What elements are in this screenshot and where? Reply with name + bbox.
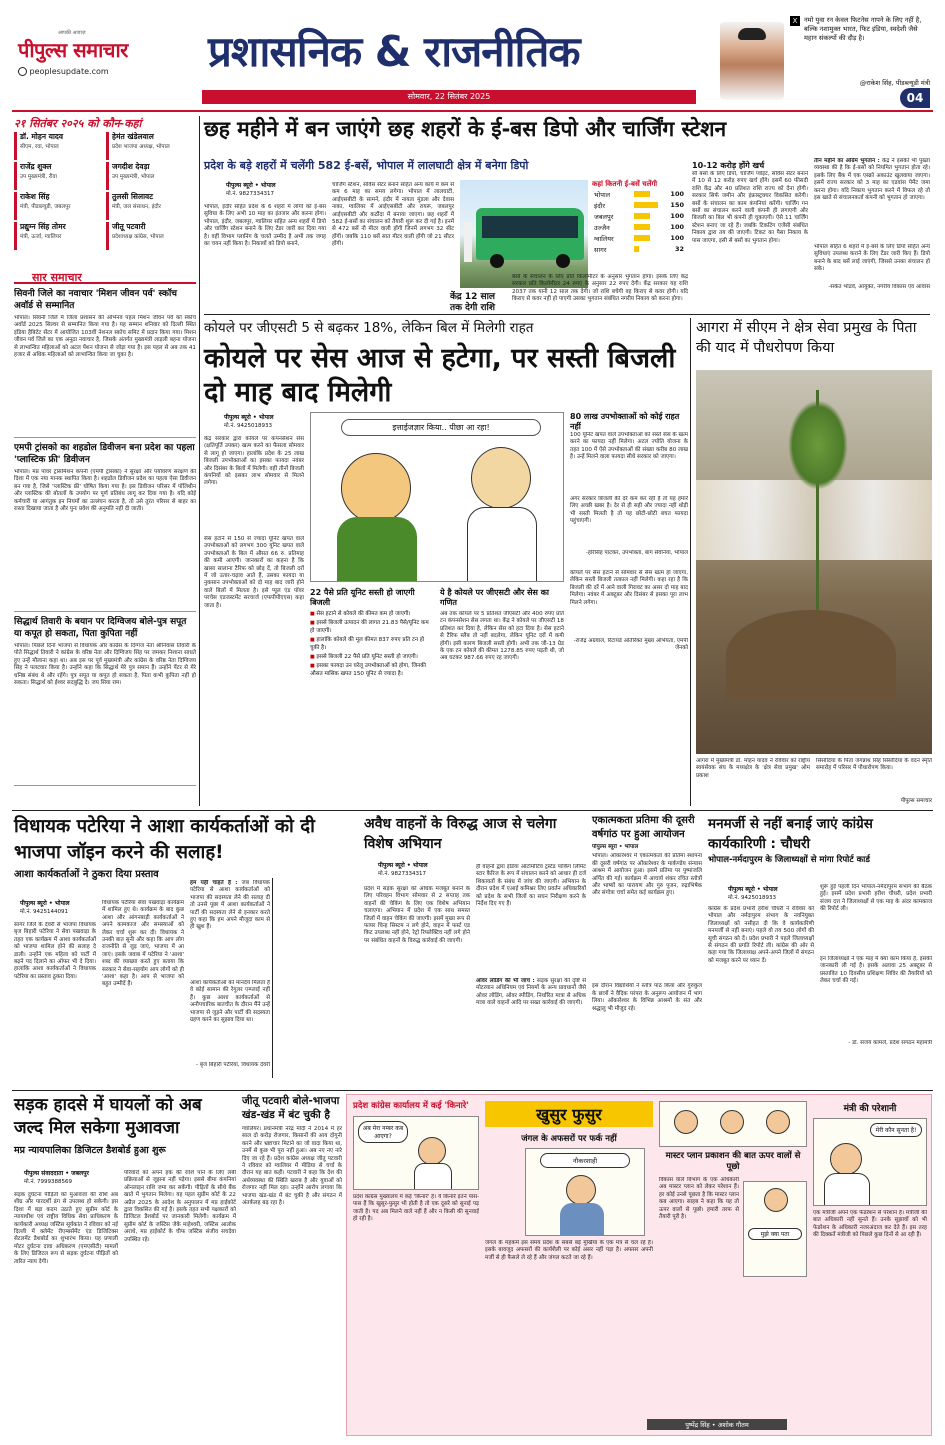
section-title: प्रशासनिक & राजनीतिक bbox=[208, 27, 580, 76]
coal-box1-item: ■ इससे बिजली 22 पैसे प्रति यूनिट सस्ती हो जाएगी। bbox=[310, 654, 432, 661]
asha-body: सागर जिले के देवरी से भाजपा विधायक बृज बिहारी पटेरिया ने सेवा पखवाड़ा के तहत एक कार्यक्रम में आशा कार्यकर्ताओं को भाजपा शामिल होने की सलाह दे डाली। उन्होंने एक महिला को पार्टी में बढ़ने पद दिलाने का ऑफर भी दे दिया। हालांकि आशा कार्यकर्ताओं ने विधायक पटेरिया का प्रस्ताव ठुकरा दिया। bbox=[14, 922, 96, 980]
vehicles-story bbox=[364, 814, 586, 1084]
page-number: 04 bbox=[900, 88, 930, 108]
agra-photo bbox=[696, 370, 932, 754]
c3-block bbox=[659, 1101, 807, 1327]
vehicles-body2: ही वाहनों द्वारा इंडिया ऑटोमोटिव ट्रस्टेड पार्किंग लिमिट स्टार कैरिज के रूप में संचालन करने को आधार ही दर्ज शिकायतों के संबंध में जांच की जाएगी। अभियान के दौरान प्रदेश में एआई कमिश्नर लिए प्रवर्तन अधिकारियों को प्रदेश के सभी जिलों का सघन निरीक्षण करने के निर्देश दिए गए हैं। bbox=[476, 864, 586, 908]
congress-body2: शुरू हुई पहली दिन भोपाल-नर्मदापुरम संभाग की बैठक हुई। इसमें प्रदेश प्रभारी हरीश चौधरी, प्रदेश प्रभारी संजय दत्त ने जिलाध्यक्षों से एक माह के अंदर कामकाज की रिपोर्ट ली। bbox=[820, 884, 932, 913]
khusur-title: खुसुर फुसुर bbox=[485, 1101, 653, 1127]
asha-quote-author: - बृज बिहारी पटेरिया, विधायक देवरी bbox=[195, 1062, 270, 1068]
ebus-side bbox=[692, 160, 808, 311]
date-text: सोमवार, 22 सितंबर 2025 bbox=[407, 92, 491, 101]
ebus-bar-cell bbox=[632, 222, 660, 233]
ebus-city: उज्जैन bbox=[592, 222, 632, 233]
asha-story bbox=[14, 814, 356, 1084]
who-where-name: डॉ. मोहन यादव bbox=[20, 132, 64, 141]
coal-side-body2: कोयले पर सेस हटाने से सोमवार से सेस खत्म हो जाएगा, लेकिन सस्ती बिजली तत्काल नहीं मिलेगी। कहा रहा है कि बिजली की दरें में आने वाली गिरावट का असर दो माह बाद मिलेगा। नवंबर में अक्टूबर और दिसंबर से इसका पूरा लाभ मिलने लगेगा। bbox=[570, 570, 688, 606]
c3-cartoon bbox=[743, 1181, 807, 1277]
ebus-subhead: प्रदेश के बड़े शहरों में चलेंगी 582 ई-बसें, भोपाल में लालघाटी क्षेत्र में बनेगा डिपो bbox=[204, 159, 529, 172]
ebus-bar-cell bbox=[632, 200, 660, 211]
ebus-city: भोपाल bbox=[592, 189, 632, 200]
ekatma-body: भोपाल। ओंकारेश्वर में एकात्मकता की प्रतिमा स्थापना की दूसरी वर्षगांठ पर ओंकारेश्वर के मार्कण्डेय संन्यास आश्रम में आयोजन हुआ। इसमें प्रतिमा पर पुष्पांजलि अर्पित की गई। कार्यक्रम में आचार्य शंकर रचित स्तोत्रों और भाष्यों का पारायण और गुरु पूजन, रुद्राभिषेक और संगोत्रा चर्चा समेत कई कार्यक्रम हुए। bbox=[592, 853, 702, 897]
saar-title: सार समाचार bbox=[14, 266, 196, 284]
asha-subhead: आशा कार्यकर्ताओं ने ठुकरा दिया प्रस्ताव bbox=[14, 869, 159, 880]
c2-body: जंगल के महकमे इस समय प्रदेश के सबसे बड़े मुखिया के एक मंत्र से चल रहे हैं। इसके बावजूद अफसरों की कार्यशैली पर कोई असर नहीं पड़ा है। अफसर अपनी मर्जी से ही फैसले ले रहे हैं और जंगल कटते जा रहे हैं। bbox=[485, 1240, 653, 1261]
c4-title: मंत्री की परेशानी bbox=[843, 1104, 897, 1114]
who-where-name: राकेश सिंह bbox=[20, 192, 50, 201]
coal-side-quote: अगर सरकार बिजली की दरें कम कर रही है तो यह हमारे लिए अच्छी खबर है। देर से ही सही और ज्यादा नहीं थोड़ी भी सस्ती मिलती है तो यह छोटी-छोटी बचत फायदा पहुंचाएगी। bbox=[570, 496, 688, 525]
ebus-table-row bbox=[592, 244, 686, 255]
date-bar bbox=[202, 90, 696, 104]
saar-item bbox=[14, 288, 196, 438]
masthead bbox=[0, 0, 945, 112]
accident-byline: पीपुल्स संवाददाता • जबलपुर मो.नं. 7999388569 bbox=[24, 1170, 89, 1185]
c3-cartoon-top bbox=[659, 1101, 807, 1147]
coal-box1-list bbox=[310, 611, 432, 678]
brand-tagline: आपकी आवाज़ bbox=[58, 30, 86, 36]
saar-body: भोपाल। मप्र पॉवर ट्रांसमिशन कंपनी (एमपी ट्रांसको) ने सुरक्षा और पर्यावरण संरक्षण की दिशा में एक नया मानक स्थापित किया है। शहडोल डिवीजन प्रदेश का पहला ऐसा डिवीजन बन गया है, जिसे 'प्लास्टिक फ्री' घोषित किया गया है। इस डिवीजन परिसर में पॉलिथीन और प्लास्टिक की बोतलों के उपयोग पर पूर्ण प्रतिबंध लागू कर दिया गया है। यदि कोई कर्मचारी या आगंतुक इन नियमों का उल्लंघन करता है, तो उसे तुरंत परिसर से बाहर का रास्ता दिखाया जाता है और पुनः प्रवेश की अनुमति नहीं दी जाती। bbox=[14, 469, 196, 513]
saar-headline: सिद्धार्थ तिवारी के बयान पर दिग्विजय बोले-पुत्र सपूत या कपूत हो सकता, पिता कुपिता नहीं bbox=[14, 617, 187, 639]
coal-byline: पीपुल्स ब्यूरो • भोपाल मो.नं. 9425018933 bbox=[224, 414, 274, 429]
saar-headline: एमपी ट्रांसको का शहडोल डिवीजन बना प्रदेश का पहला 'प्लास्टिक फ्री' डिवीजन bbox=[14, 443, 195, 465]
coal-side bbox=[570, 412, 688, 660]
vehicles-sub: ओवर लोडिंग की भी जांच : सड़क सुरक्षा की दृष्टि से मोटरयान अधिनियम एवं नियमों के अन्य प्रावधानों जैसे ओवर लोडिंग, ओवर स्पीडिंग, निर्धारित मात्रा से अधिक मात्रा वाले वाहनों आदि पर सख्त कार्रवाई की जाएगी। bbox=[476, 978, 586, 1007]
jitu-story bbox=[242, 1094, 342, 1424]
c1-title: प्रदेश कांग्रेस कार्यालय में कई 'किनारे' bbox=[353, 1101, 469, 1111]
ebus-col2: चार्जिंग स्टेशन, सर्विस सेंटर बनाने सहित अन्य कार्य में कम से कम 6 माह का समय लगेगा। भोपाल में लालघाटी, आईएसबीटी के सामने, इंदौर में नायता मुंडला और देवास नाका, ग्वालियर में आईएसबीटी और रायरू, जबलपुर आईएसबीटी और कठौंदा में बनाया जाएगा। छह शहरों में 582 ई-बसों का संचालन को तैयारी शुरू कर दी गई है। इनमें से 472 बसें नौ मीटर वाली होंगी जिनमें लगभग 32 सीट होंगी। जबकि 110 बसें सात मीटर वाली होंगी जो 21 सीटर होंगी। bbox=[332, 182, 454, 248]
who-where-name: तुलसी सिलावट bbox=[112, 192, 153, 201]
ebus-col3: बसों के संचालन के लिए प्रति किलोमीटर के अनुसार भुगतान होगा। इसके लिए केंद्र सरकार प्रति किलोमीटर 24 रुपए के अनुसार 22 रुपए देगी। केंद्र सरकार यह राशि 2037 तक यानी 12 साल तक देगी। जो राशि बचेगी वह किराए से कवर होगी। यदि किराए से कवर नहीं हो पाएगी उसका भुगतान संबंधित नगरीय निकाय को करना होगा। bbox=[512, 274, 688, 303]
ebus-bar-cell bbox=[632, 233, 660, 244]
minister-photo bbox=[720, 22, 784, 100]
agra-story bbox=[696, 318, 932, 806]
quote-text: नमो युवा रन केवल फिटनेस नापने के लिए नहीं है, बल्कि नशामुक्त भारत, फिट इंडिया, स्वदेशी जैसे महान संकल्पों की दौड़ है। bbox=[804, 16, 922, 42]
c4-block bbox=[813, 1101, 927, 1420]
c4-bubble: मेरी कौन सुनता है! bbox=[870, 1123, 922, 1137]
coal-headline: कोयले पर सेस आज से हटेगा, पर सस्ती बिजली दो माह बाद मिलेगी bbox=[204, 343, 676, 408]
accident-subhead: मप्र न्यायपालिका डिजिटल डैशबोर्ड हुआ शुरू bbox=[14, 1145, 166, 1156]
agra-headline: आगरा में सीएम ने क्षेत्र सेवा प्रमुख के पिता की याद में पौधरोपण किया bbox=[696, 320, 917, 356]
c1-bubble: अब मेरा नम्बर कब आएगा? bbox=[358, 1121, 408, 1143]
congress-byline: पीपुल्स ब्यूरो • भोपाल मो.नं. 9425018933 bbox=[728, 886, 778, 901]
ebus-bar bbox=[634, 202, 658, 208]
coal-story bbox=[204, 318, 688, 808]
ebus-story bbox=[204, 116, 930, 312]
ebus-last-body: तीन महीने का अग्रिम भुगतान : केंद्र ने इसकी भी पुख्ता व्यवस्था की है कि ई-बसों को नियमित भुगतान होता रहे। इसके लिए बैंक में एक एस्क्रो अकाउंट खुलवाया जाएगा। इसमें राज्य सरकार को 3 माह का एडवांस पेमेंट जमा करना होगा। यदि निकाय भुगतान करने में विफल रहे तो इस खाते से संचालनकर्ता कंपनी को भुगतान हो जाएगा। bbox=[814, 158, 930, 202]
ebus-bar-cell bbox=[632, 244, 660, 255]
ebus-last bbox=[814, 158, 930, 300]
ebus-photo bbox=[460, 180, 588, 288]
asha-byline: पीपुल्स ब्यूरो • भोपाल मो.नं. 9425144091 bbox=[20, 900, 70, 915]
accident-headline: सड़क हादसे में घायलों को अब जल्द मिल सकेगा मुआवजा bbox=[14, 1095, 202, 1138]
c4-body: एक मंत्रीजी अपने एक फेडरेशन से परेशान हैं। मंत्रीजी की बात अधिकारी नहीं सुनते हैं। उनके सुझावों को भी फेडरेशन के अधिकारी नजरअंदाज कर देते हैं। इस तरह की दिक्कतें मंत्रीजी को पिछले कुछ दिनों से आ रही हैं। bbox=[813, 1210, 927, 1239]
accident-body2: परिवारों को अपने हक की राशि पाने के लिए लंबी प्रक्रियाओं से जूझना नहीं पड़ेगा। इससे बीमा कंपनियां ऑनलाइन राशि जमा कर सकेंगी। पीड़ितों के सीधे बैंक खाते में भुगतान मिलेगा। यह पहल सुप्रीम कोर्ट के 22 अप्रैल 2025 के आदेश के अनुपालन में मप्र हाईकोर्ट द्वारा विकसित की गई है। इसके तहत सभी पक्षकारों को डिजिटल डैशबोर्ड पर जानकारी मिलेगी। कार्यक्रम में सुप्रीम कोर्ट के जस्टिस जेके माहेश्वरी, जस्टिस आलोक अराधे, मप्र हाईकोर्ट के चीफ जस्टिस संजीव सचदेवा उपस्थित रहे। bbox=[124, 1170, 236, 1243]
globe-icon bbox=[18, 67, 27, 76]
ebus-headline: छह महीने में बन जाएंगे छह शहरों के ई-बस डिपो और चार्जिंग स्टेशन bbox=[204, 117, 727, 141]
quote-box bbox=[720, 14, 930, 106]
depot-note: केंद्र 12 साल तक देगी राशि bbox=[450, 292, 495, 313]
accident-story bbox=[14, 1094, 236, 1424]
c1-cartoon bbox=[353, 1116, 479, 1190]
coal-box1-item: ■ इसका फायदा उन घरेलू उपभोक्ताओं को होगा, जिनकी औसत मासिक खपत 150 यूनिट से ज्यादा है। bbox=[310, 663, 432, 678]
who-where-item bbox=[106, 162, 196, 190]
who-where-place: प्रदेशाध्यक्ष कांग्रेस, भोपाल bbox=[112, 234, 164, 240]
ebus-side-title: 10-12 करोड़ होंगे खर्च bbox=[692, 161, 765, 170]
ebus-table bbox=[592, 180, 686, 255]
vehicles-byline: पीपुल्स ब्यूरो • भोपाल मो.नं. 9827334317 bbox=[378, 862, 428, 877]
ebus-count: 100 bbox=[660, 233, 686, 244]
ebus-byline: पीपुल्स ब्यूरो • भोपाल मो.नं. 9827334317 bbox=[226, 182, 276, 197]
who-where-place: उप मुख्यमंत्री, भोपाल bbox=[112, 174, 155, 180]
who-where-item bbox=[106, 222, 196, 250]
who-where-place: सीएम, रवा, भोपाल bbox=[20, 144, 59, 150]
saar-body: भोपाल। सिवनी जिले में जिला प्रशासन की अभिनव पहल मिशन जीवन पर्व को स्कॉच अवॉर्ड 2025 सिल्वर से सम्मानित किया गया है। यह सम्मान शनिवार को दिल्ली स्थित इंडिया हैबिटेट सेंटर में आयोजित 103वीं नेशनल स्कॉच समिट में प्रदान किया गया। मिशन जीवन पर्व जिले का एक अनूठा नवाचार है, जिसके अंतर्गत मुख्यमंत्री लाड़ली बहना योजना से लाभान्वित महिलाओं को अटल पेंशन योजना से जोड़ा गया है। इस पहल से अब तक 41 हजार से अधिक महिलाओं को लाभान्वित किया जा चुका है। bbox=[14, 315, 196, 359]
ebus-table-row bbox=[592, 189, 686, 200]
ebus-bar bbox=[634, 224, 650, 230]
brand-name: पीपुल्स समाचार bbox=[18, 38, 128, 62]
vehicles-headline: अवैध वाहनों के विरुद्ध आज से चलेगा विशेष अभियान bbox=[364, 816, 557, 852]
asha-quote: आशा कार्यकर्ताओं को मानदेय मिलता है वे कोई सामान की रेगुलर एम्प्लाई नहीं हैं। कुछ आशा कार्यकर्ताओं से अनौपचारिक बातचीत के दौरान मैंने उन्हें भाजपा से जुड़ने और पार्टी की सदस्यता ग्रहण करने का सुझाव दिया था। bbox=[190, 980, 270, 1024]
brand-website[interactable]: peoplesupdate.com bbox=[29, 67, 109, 76]
coal-box2-body: अब तक कोयले पर 5 प्रतिशत जीएसटी और 400 रुपए प्रति टन कंपनसेशन सेस लगता था। केंद्र ने कोयले पर जीएसटी 18 प्रतिशत कर दिया है, लेकिन सेस को हटा दिया है। सेस हटाने से टैरिफ स्लैब तो नहीं बदलेगा, लेकिन यूनिट दरों में कमी होगी। इसी कारण बिजली सस्ती होगी। अभी तक जी-13 ग्रेड के एक टन कोयले की कीमत 1278.85 रुपए पड़ती थी, जो अब घटकर 987.66 रुपए रह जाएगी। bbox=[440, 611, 564, 662]
ebus-city: ग्वालियर bbox=[592, 233, 632, 244]
congress-headline: मनमर्जी से नहीं बनाई जाएं कांग्रेस कार्यकारिणी : चौधरी bbox=[708, 816, 873, 852]
coal-box1-item: ■ सेस हटाने से कोयले की कीमत कम हो जाएगी। bbox=[310, 611, 432, 618]
ebus-city: इंदौर bbox=[592, 200, 632, 211]
congress-story bbox=[708, 814, 932, 1084]
ebus-bar bbox=[634, 191, 650, 197]
who-where-name: जगदीश देवड़ा bbox=[112, 162, 150, 171]
coal-side-body: 100 यूनिट खपत वाले उपभोक्ताओं को सस्ते सेस के खत्म करने का फायदा नहीं मिलेगा। अटल ज्योति योजना के तहत 100 में ऐसे उपभोक्ताओं की संख्या करीब 80 लाख है। उन्हें मिलने वाला फायदा सीधे सरकार को जाएगा। bbox=[570, 432, 688, 461]
who-where-place: मंत्री, ऊर्जा, ग्वालियर bbox=[20, 234, 62, 240]
congress-quote-author: - डॉ. संजय कामले, प्रदेश संगठन महामंत्री bbox=[848, 1040, 932, 1046]
coal-side-author2: -राजेंद्र अग्रवाल, रिटायर्ड अतिरिक्त मुख्य अभियंता, एमपी जेनको bbox=[573, 638, 688, 652]
c2-block bbox=[485, 1101, 653, 1430]
saar-body: भोपाल। पिछले दिनों भाजपा से विधायक और कांग्रेस के दिग्गज नेता श्रीनिवास तिवारी के पोते सिद्धार्थ तिवारी ने कांग्रेस के वरिष्ठ नेता और दिग्विजय सिंह पर जमकर निशाना साधते हुए उन्हें मौलाना कहा था। अब इस पर पूर्व मुख्यमंत्री और कांग्रेस के वरिष्ठ नेता दिग्विजय सिंह ने पलटवार किया है। उन्होंने कहा कि सिद्धार्थ मेरे पुत्र समान हैं। उन्होंने पेंटर से मेरे धनिष्ठ संबंध थे और रहेंगे। पुत्र सपूत या कपूत हो सकता है, पिता कभी कुपिता नहीं हो सकता। सिद्धार्थ को ईश्वर सदबुद्धि दे। जय सिया राम। bbox=[14, 643, 196, 687]
coal-side-quote-author: -हरिसिंह पाटकर, उपभोक्ता, बाग सेवनिया, भोपाल bbox=[585, 550, 688, 556]
ebus-count: 100 bbox=[660, 222, 686, 233]
who-where-item bbox=[14, 192, 104, 220]
ebus-quote-author: -संकेत भोंडवे, आयुक्त, नगरीय विकास एवं आवास bbox=[828, 284, 930, 290]
who-where-item bbox=[106, 192, 196, 220]
coal-box2-title: ये है कोयले पर जीएसटी और सेस का गणित bbox=[440, 588, 549, 607]
c2-cartoon bbox=[525, 1148, 645, 1236]
ebus-bar bbox=[634, 235, 650, 241]
c1-block bbox=[353, 1101, 479, 1344]
coal-body1: केंद्र सरकार द्वारा कोयले पर कंपनसेशन सेस (क्षतिपूर्ति उपकर) खत्म करने का फैसला सोमवार से लागू हो जाएगा। हालांकि प्रदेश के 25 लाख बिजली उपभोक्ताओं का इसका फायदा नवंबर और दिसंबर के बिलों में मिलेगी। वहीं तीनों बिजली कंपनियों को इसका लाभ सोमवार से मिलने लगेगा। bbox=[204, 436, 304, 487]
ebus-table-row bbox=[592, 200, 686, 211]
c3-title: मास्टर प्लान प्रकाशन की बात ऊपर वालों से पूछो bbox=[665, 1151, 801, 1172]
ekatma-story bbox=[592, 814, 702, 1084]
who-where-name: हेमंत खंडेलवाल bbox=[112, 132, 154, 141]
who-where-item bbox=[14, 132, 104, 160]
sidebar bbox=[14, 116, 196, 806]
who-where-title: २१ सितंबर २०२५ को कौन-कहां bbox=[14, 117, 142, 130]
ebus-bar-cell bbox=[632, 189, 660, 200]
ebus-bar bbox=[634, 246, 639, 252]
coal-cartoon-caption: इत्ताईजज्ञार किया.. पीछा आ रहा! bbox=[341, 419, 541, 436]
x-icon: X bbox=[790, 16, 800, 26]
who-where-name: प्रद्युम्न सिंह तोमर bbox=[20, 222, 66, 231]
cartoon-credit: पुष्पेंद्र सिंह • अशोक गौतम bbox=[647, 1419, 787, 1430]
ebus-table-row bbox=[592, 222, 686, 233]
brand-website-row bbox=[18, 67, 193, 76]
saar-headline: सिवनी जिले का नवाचार 'मिशन जीवन पर्व' स्कॉच अवॉर्ड से सम्मानित bbox=[14, 289, 178, 311]
coal-box1 bbox=[310, 588, 432, 680]
jitu-headline: जीतू पटवारी बोले-भाजपा खंड-खंड में बंट चुकी है bbox=[242, 1095, 340, 1121]
c3-bubble: मुझे क्या पता bbox=[748, 1228, 802, 1240]
saar-item bbox=[14, 616, 196, 786]
agra-caption2: सिसोदिया के पिता जगन्नाथ सिंह सिसोदिया के वंदन स्मृति समारोह में परिसर में पौधारोपण किया। bbox=[816, 758, 932, 772]
coal-cartoon bbox=[310, 412, 564, 582]
asha-body3: हम यही चाहते हैं : जब विधायक पटेरिया से आशा कार्यकर्ताओं को भाजपा की सदस्यता लेने की सलाह दी तो उनसे पूछा में आशा कार्यकर्ताओं ने पार्टी की सदस्यता लेने से इनकार करते हुए कहा कि हम अपने मौजूदा काम से ही खुश हैं। bbox=[190, 880, 270, 931]
agra-credit: पीपुल्स समाचार bbox=[900, 798, 932, 804]
congress-body: कांग्रेस के प्रदेश प्रभारी हरीश चौधरी ने रविवार को भोपाल और नर्मदापुरम संभाग के नवनियुक्त जिलाध्यक्षों को नसीहत दी कि वे कार्यकारिणी मनमर्जी से नहीं बनाएं। पहले वो तय 500 लोगों की सूची संगठन को दें। प्रदेश प्रभारी ने पहले जिलाध्यक्षों से संगठन की प्रगति रिपोर्ट ली। कांग्रेस की ओर से कहा गया कि जिलाध्यक्ष अपने-अपने जिलों में संगठन को मजबूत करने पर ध्यान दें। bbox=[708, 906, 814, 964]
ebus-bar-cell bbox=[632, 211, 660, 222]
ebus-side-body: सौ बसों के लिए डिपो, चार्जिंग प्वॉइंट, सर्विस सेंटर बनाने में 10 से 12 करोड़ रुपए खर्च होंगे। इसमें 60 फीसदी राशि केंद्र और 40 प्रतिशत राशि राज्य को देना होगी। सरकार सिर्फ जमीन और इंफ्रास्ट्रक्चर विकसित करेगी। बसों के संचालन का काम कंपनियां करेंगी। चार्जिंग गन बसों का संचालन करने वाली कंपनी ही लगाएगी और बिजली का बिल भी कंपनी ही चुकाएगी। ऐसे 11 चार्जिंग स्टेशन बनाए जा रहे हैं। जबकि टिकटिंग एजेंसी संबंधित निकाय द्वारा तय की जाएगी। टिकट का पैसा निकाय के पास जाएगा, इसी से बसों का भुगतान होगा। bbox=[692, 171, 808, 244]
accident-body: सड़क दुर्घटना पीड़ितों को मुआवजा की राशि अब शीघ्र और पारदर्शी ढंग से उपलब्ध हो सकेगी। इस दिशा में बड़ा कदम उठाते हुए सुप्रीम कोर्ट के न्यायाधीश एवं राष्ट्रीय विधिक सेवा प्राधिकरण के कार्यकारी अध्यक्ष जस्टिस सूर्यकांत ने रविवार को नई दिल्ली में क्लेमेंट रीएम्बर्समेंट एंड डिजिटिक्स सेटलमेंट डैशबोर्ड का शुभारंभ किया। यह प्रणाली मोटर दुर्घटना दावा अधिकरण (एमएसीटी) मामलों के लिए डिजिटल रूप से सड़क दुर्घटना पीड़ितों को त्वरित न्याय देगी। bbox=[14, 1192, 118, 1265]
ebus-table-row bbox=[592, 233, 686, 244]
who-where-item bbox=[106, 132, 196, 160]
coal-body2: सेस हटाने से 150 से ज्यादा यूनिट खपत वाले उपभोक्ताओं को लगभग 300 यूनिट खपत वाले उपभोक्ताओं के बिल में औसत 66 रु. प्रतिमाह की कमी आएगी। जानकारों का कहना है कि खासा सालाना टैरिफ को छोड़ दें, तो बिजली दरों में जो उतार-चढ़ाव आते हैं, उसका फायदा या नुकसान उपभोक्ताओं को दो माह बाद जारी होने वाले बिलों में मिलता है। इसे प्यूल एंड पॉवर परचेस एडजस्टमेंट सरचार्ज (एफपीपीएएस) कहा जाता है। bbox=[204, 536, 304, 609]
who-where-place: उप मुख्यमंत्री, रीवा bbox=[20, 174, 57, 180]
asha-body2: विधायक पटेरिया सेवा पखवाड़ा कार्यक्रम में शामिल हुए थे। कार्यक्रम के बाद कुछ आशा और आंगनबाड़ी कार्यकर्ताओं ने अपने कामकाज और समस्याओं को लेकर चर्चा शुरू कर दी। विधायक ने उनकी बात सुनी और कहा कि आप लोग राजनीति से जुड़ जाएं, भाजपा में आ जाएं। इसके जवाब में पटेरिया ने 'आशा' शब्द की व्याख्या करते हुए बताया कि सरकार ने सेवा-सहयोग आप लोगों को ही 'आशा' कहा है। आप से भाजपा को बहुत उम्मीदें हैं। bbox=[102, 900, 184, 988]
vehicles-body: प्रदेश में सड़क सुरक्षा को अधिक मजबूत बनाने के लिए परिवहन विभाग सोमवार से 2 सप्ताह तक वाहनों की चेकिंग के लिए एक विशेष अभियान चलाएगा। अभियान में प्रदेश में एक साथ समस्त जिलों में वाहन चेकिंग की जाएगी। इसमें मुख्य रूप से फायर चिन्ह सिस्टम न लगे होने, वाहन में फर्स्ट एड किट उपलब्ध नहीं होने, रेट्रो रिफ्लेक्टिव नहीं लगे होने पर संबंधित वाहनों के विरुद्ध कार्रवाई की जाएगी। bbox=[364, 886, 470, 944]
ekatma-headline: एकात्मकता प्रतिमा की दूसरी वर्षगांठ पर हुआ आयोजन bbox=[592, 815, 695, 840]
jitu-body: ग्वालियर। प्रधानमंत्री नरेंद्र मोदी ने 2014 में हर साल दो करोड़ रोजगार, किसानों की आय दोगुनी करने और भ्रष्टाचार मिटाने का जो वादा किया था, उनमें से कुछ भी पूरा नहीं हुआ। अब नए नए नारे दिए जा रहे हैं। प्रदेश कांग्रेस अध्यक्ष जीतू पटवारी ने रविवार को ग्वालियर में मीडिया से चर्चा के दौरान यह बात कही। पटवारी ने कहा कि देश की अर्थव्यवस्था की स्थिति खराब है और युवाओं को रोजगार नहीं मिल रहा। उन्होंने आरोप लगाया कि भाजपा खंड-खंड में बंट चुकी है और संगठन में अंतर्कलह बढ़ रहा है। bbox=[242, 1126, 342, 1207]
ebus-count: 100 bbox=[660, 211, 686, 222]
ebus-count: 150 bbox=[660, 200, 686, 211]
who-where-item bbox=[14, 162, 104, 190]
c2-bubble: नौकरशाही bbox=[540, 1153, 630, 1168]
ebus-quote: भोपाल सहित 6 शहरों में ई-बसें के लिए डिपो सहित अन्य सुविधाएं उपलब्ध कराने के लिए टेंडर जारी किए हैं। डिपो बनाने के बाद बसें लाई जाएंगी, जिससे उनका संचालन हो सके। bbox=[814, 244, 930, 273]
coal-side-title: 80 लाख उपभोक्ताओं को कोई राहत नहीं bbox=[570, 412, 680, 431]
coal-box2 bbox=[440, 588, 564, 761]
who-where-place: मंत्री, पीडब्ल्यूडी, जबलपुर bbox=[20, 204, 71, 210]
ebus-col1: भोपाल, इंदौर सहित प्रदेश के 6 शहरों में लोगों को ई-बस सुविधा के लिए अभी 10 माह का इंतजार और करना होगा। भोपाल, इंदौर, जबलपुर, ग्वालियर सहित अन्य शहरों में डिपो और चार्जिंग स्टेशन बनाने के लिए टेंडर जारी कर दिया गया है। वहीं विभाग प्लानिंग के चलते उम्मीद है अभी तक जगह का चयन नहीं किया है। निकायों को डिपो बनाने, bbox=[204, 204, 326, 248]
ekatma-body2: इस दौरान विद्यार्थियों ने स्तोत्र पाठ किया और गुरुकुल के छात्रों ने वैदिक परंपरा के अनुरूप आयोजन में भाग लिया। ओंकारेश्वर के विभिन्न आश्रमों के संत और श्रद्धालु भी मौजूद रहे। bbox=[592, 983, 702, 1012]
ebus-count: 32 bbox=[660, 244, 686, 255]
c2-title: जंगल के अफसरों पर फर्क नहीं bbox=[521, 1134, 617, 1144]
congress-subhead: भोपाल-नर्मदापुरम के जिलाध्यक्षों से मांगा रिपोर्ट कार्ड bbox=[708, 855, 870, 865]
agra-caption1: आगरा में मुख्यमंत्री डॉ. मोहन यादव ने रविवार को राष्ट्रीय स्वयंसेवक संघ के मध्यक्षेत्र के 'क्षेत्र सेवा प्रमुख' ओम प्रकाश bbox=[696, 758, 810, 779]
ebus-city: सागर bbox=[592, 244, 632, 255]
ebus-table-row bbox=[592, 211, 686, 222]
ebus-city: जबलपुर bbox=[592, 211, 632, 222]
coal-box1-title: 22 पैसे प्रति यूनिट सस्ती हो जाएगी बिजली bbox=[310, 588, 415, 607]
coal-box1-item: ■ इससे बिजली उत्पादन की लागत 21.83 पैसे/यूनिट कम हो जाएगी। bbox=[310, 620, 432, 635]
saar-item bbox=[14, 442, 196, 612]
who-where-place: मंत्री, जल संसाधन, इंदौर bbox=[112, 204, 161, 210]
ebus-table-title: कहां कितनी ई-बसें चलेंगी bbox=[592, 180, 658, 188]
c1-body: प्रदेश कांग्रेस मुख्यालय में कई 'किनारे' हैं। ये किनारे इतने पास-पास हैं कि खुसुर-फुसुर भी होती है तो एक दूसरे को सुनाई पड़ जाती है। पद अब मिलने वाले नहीं हैं और न किसी की सुनवाई हो रही है। bbox=[353, 1194, 479, 1223]
quote-author: @राकेश सिंह, पीडब्ल्यूडी मंत्री bbox=[859, 79, 930, 87]
who-where-item bbox=[14, 222, 104, 250]
coal-box1-item: ■ हालांकि कोयले की मूल कीमत 837 रुपए प्रति टन हो चुकी है। bbox=[310, 637, 432, 652]
khusur-panel bbox=[346, 1094, 932, 1436]
coal-kicker: कोयले पर जीएसटी 5 से बढ़कर 18%, लेकिन बिल में मिलेगी राहत bbox=[204, 320, 534, 336]
congress-body3: इन जिलाध्यक्षों ने एक माह में क्या काम किया है, इसकी जानकारी ली गई है। इसके अलावा 25 अक्टूबर से प्रस्तावित 10 दिवसीय प्रशिक्षण शिविर की तैयारियों को लेकर चर्चा की गई। bbox=[820, 956, 932, 985]
brand-logo bbox=[18, 30, 193, 76]
c3-body: विकास वाले विभाग के एक अधिकारी अब मास्टर प्लान को लेकर परेशान हैं। हर कोई उनसे पूछता है कि मास्टर प्लान कब आएगा। साहब ने कहा कि यह तो ऊपर वालों से पूछो। हमारी तरफ से तैयारी पूरी है। bbox=[659, 1177, 739, 1221]
ekatma-byline: पीपुल्स ब्यूरो • भोपाल bbox=[592, 844, 639, 850]
ebus-table-grid bbox=[592, 189, 686, 255]
who-where-name: जीतू पटवारी bbox=[112, 222, 146, 231]
ebus-bar bbox=[634, 213, 650, 219]
saar-list bbox=[14, 288, 196, 808]
c4-cartoon bbox=[813, 1118, 927, 1206]
asha-headline: विधायक पटेरिया ने आशा कार्यकर्ताओं को दी भाजपा जॉइन करने की सलाह! bbox=[14, 816, 315, 863]
who-where-name: राजेंद्र शुक्ल bbox=[20, 162, 52, 171]
who-where-place: प्रदेश भाजपा अध्यक्ष, भोपाल bbox=[112, 144, 170, 150]
ebus-count: 100 bbox=[660, 189, 686, 200]
